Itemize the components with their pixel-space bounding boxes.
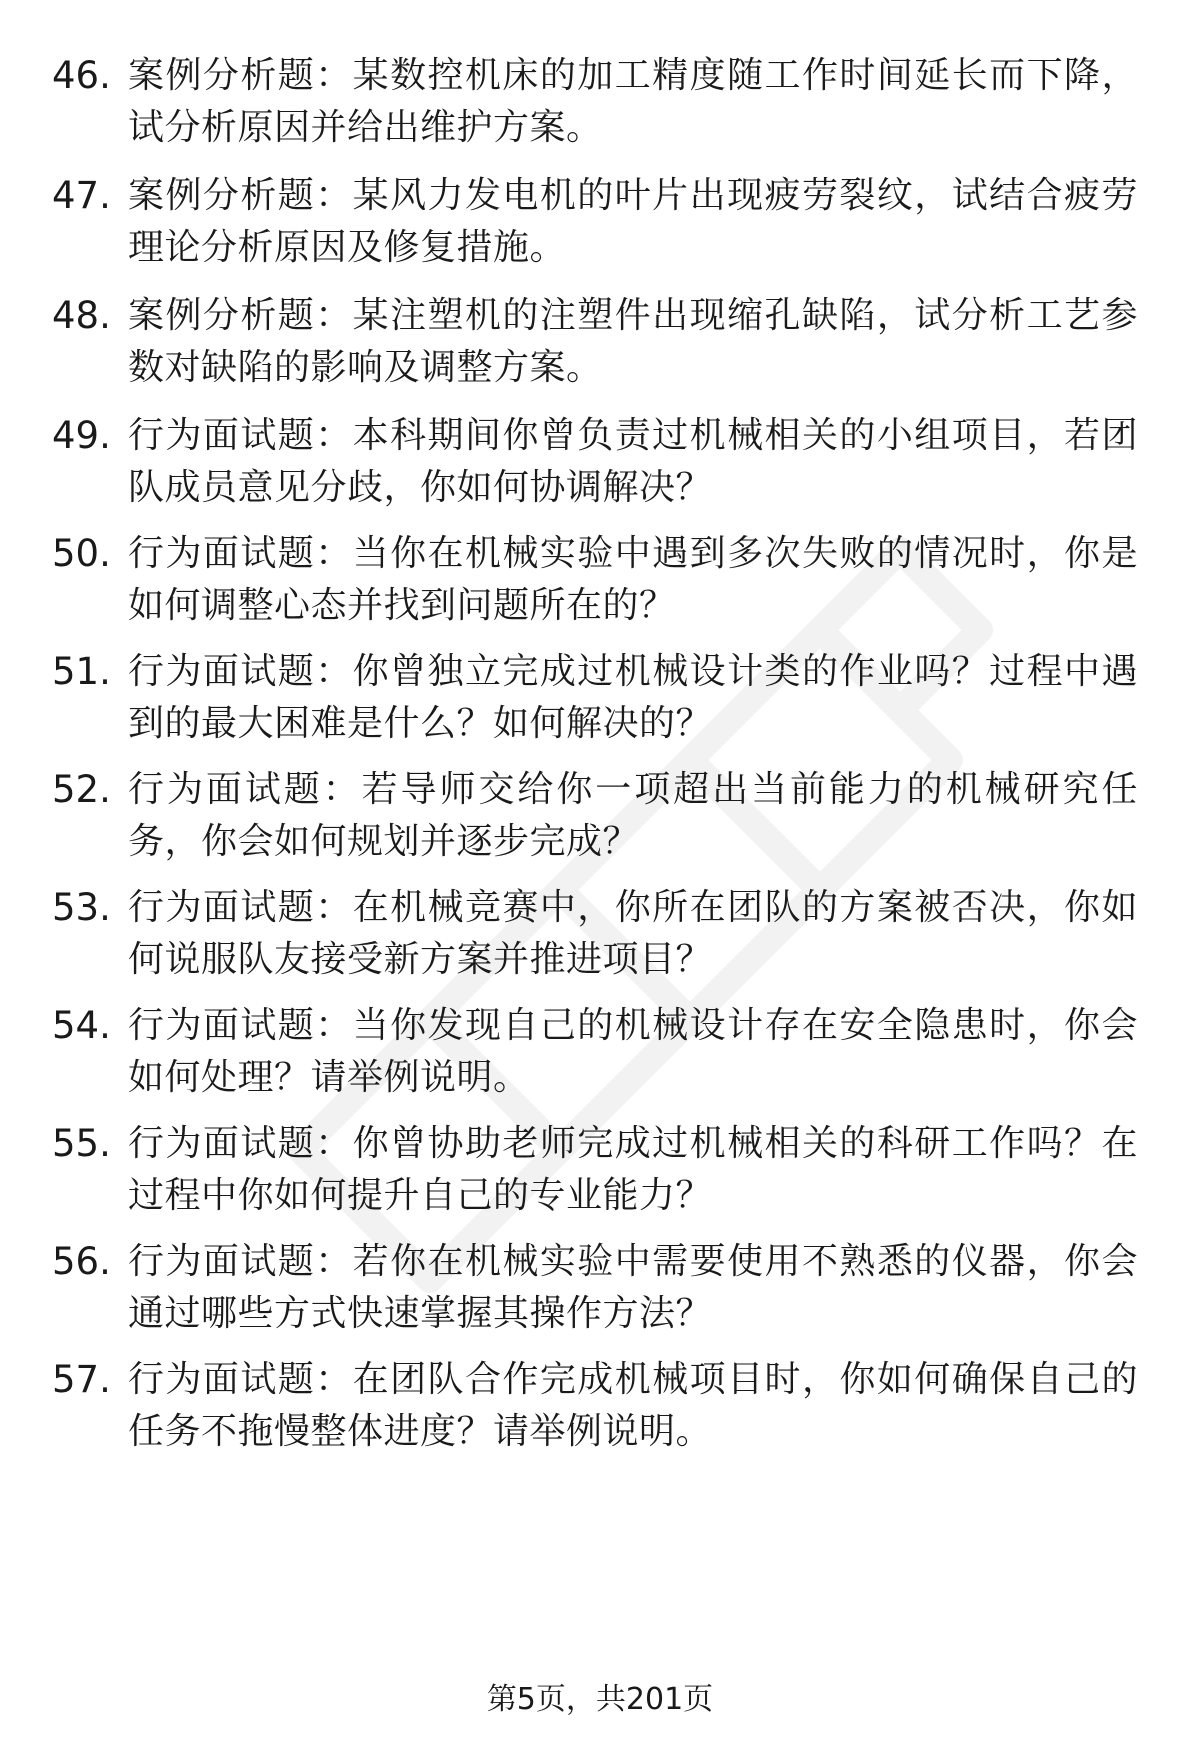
question-text: 案例分析题：某风力发电机的叶片出现疲劳裂纹，试结合疲劳理论分析原因及修复措施。 xyxy=(128,175,1138,268)
question-text: 案例分析题：某数控机床的加工精度随工作时间延长而下降，试分析原因并给出维护方案。 xyxy=(128,55,1138,148)
question-number: 53. xyxy=(52,886,111,929)
question-number: 48. xyxy=(52,294,111,337)
question-text: 行为面试题：若导师交给你一项超出当前能力的机械研究任务，你会如何规划并逐步完成？ xyxy=(128,769,1138,862)
question-number: 50. xyxy=(52,532,111,575)
question-text: 行为面试题：在团队合作完成机械项目时，你如何确保自己的任务不拖慢整体进度？请举例说明。 xyxy=(128,1359,1138,1452)
question-item-49 xyxy=(0,410,1200,520)
question-text: 行为面试题：你曾独立完成过机械设计类的作业吗？过程中遇到的最大困难是什么？如何解决的？ xyxy=(128,651,1138,744)
question-text: 行为面试题：在机械竞赛中，你所在团队的方案被否决，你如何说服队友接受新方案并推进项目？ xyxy=(128,887,1138,980)
question-item-56 xyxy=(0,1236,1200,1346)
question-item-55 xyxy=(0,1118,1200,1228)
question-text: 案例分析题：某注塑机的注塑件出现缩孔缺陷，试分析工艺参数对缺陷的影响及调整方案。 xyxy=(128,295,1138,388)
question-number: 49. xyxy=(52,414,111,457)
question-item-52 xyxy=(0,764,1200,874)
question-number: 55. xyxy=(52,1122,111,1165)
question-text: 行为面试题：本科期间你曾负责过机械相关的小组项目，若团队成员意见分歧，你如何协调解决？ xyxy=(128,415,1138,508)
question-item-48 xyxy=(0,290,1200,400)
question-item-50 xyxy=(0,528,1200,638)
question-item-54 xyxy=(0,1000,1200,1110)
question-item-46 xyxy=(0,50,1200,160)
question-item-47 xyxy=(0,170,1200,280)
question-text: 行为面试题：若你在机械实验中需要使用不熟悉的仪器，你会通过哪些方式快速掌握其操作方法？ xyxy=(128,1241,1138,1334)
page-number: 第5页，共201页 xyxy=(486,1682,714,1717)
question-number: 47. xyxy=(52,174,111,217)
question-text: 行为面试题：当你在机械实验中遇到多次失败的情况时，你是如何调整心态并找到问题所在的？ xyxy=(128,533,1138,626)
question-text: 行为面试题：你曾协助老师完成过机械相关的科研工作吗？在过程中你如何提升自己的专业能力？ xyxy=(128,1123,1138,1216)
question-number: 52. xyxy=(52,768,111,811)
question-number: 51. xyxy=(52,650,111,693)
question-item-51 xyxy=(0,646,1200,756)
question-number: 46. xyxy=(52,54,111,97)
question-item-53 xyxy=(0,882,1200,992)
question-number: 54. xyxy=(52,1004,111,1047)
question-number: 56. xyxy=(52,1240,111,1283)
question-number: 57. xyxy=(52,1358,111,1401)
question-text: 行为面试题：当你发现自己的机械设计存在安全隐患时，你会如何处理？请举例说明。 xyxy=(128,1005,1138,1098)
question-item-57 xyxy=(0,1354,1200,1464)
